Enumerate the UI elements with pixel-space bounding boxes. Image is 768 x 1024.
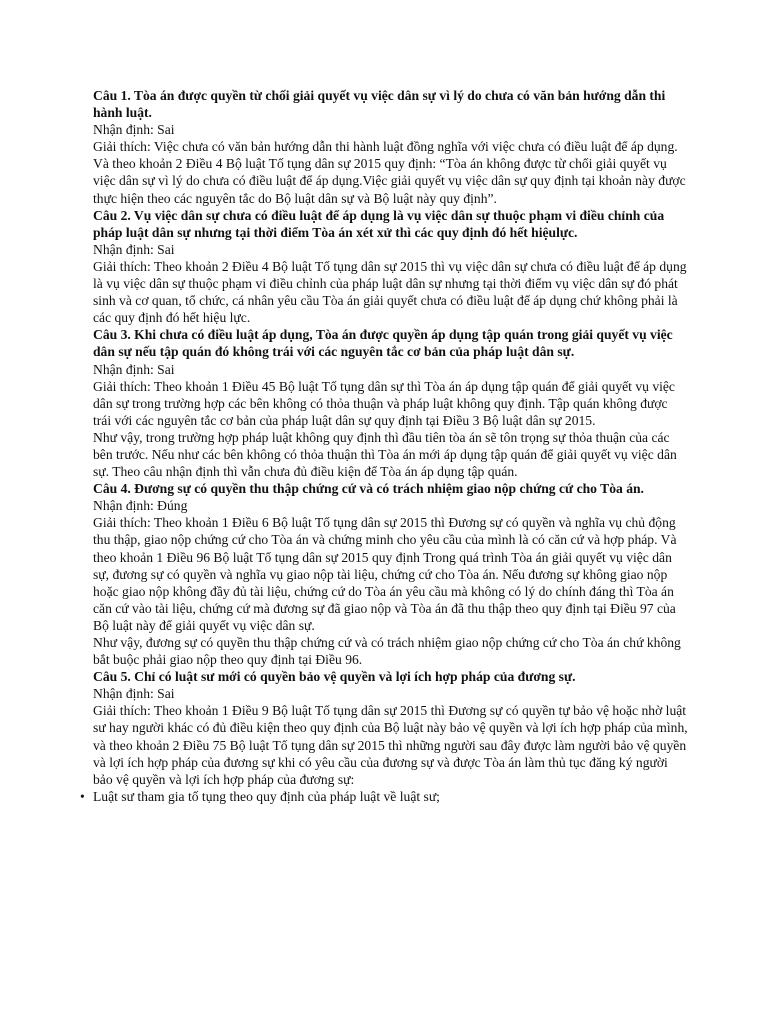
verdict: Nhận định: Sai [93,241,175,257]
question-4 [93,480,688,668]
verdict: Nhận định: Sai [93,122,175,138]
list-item-text: Luật sư tham gia tố tụng theo quy định của pháp luật về luật sư; [93,788,440,804]
verdict: Nhận định: Đúng [93,498,188,514]
question-title: Câu 4. Đương sự có quyền thu thập chứng cứ và có trách nhiệm giao nộp chứng cứ cho Tòa án. [93,481,644,497]
verdict: Nhận định: Sai [93,686,175,702]
question-title: Câu 3. Khi chưa có điều luật áp dụng, Tòa án được quyền áp dụng tập quán trong giải quyết vụ việc dân sự nếu tập quán đó không trái với các nguyên tắc cơ bản của pháp luật dân sự. [93,327,673,360]
question-title: Câu 5. Chỉ có luật sư mới có quyền bảo vệ quyền và lợi ích hợp pháp của đương sự. [93,669,576,685]
bullet-list [80,788,688,805]
explanation-paragraph: Giải thích: Theo khoản 1 Điều 9 Bộ luật Tố tụng dân sự 2015 thì Đương sự có quyền tự bảo vệ hoặc nhờ luật sư hay người khác có đủ điều kiện theo quy định của Bộ luật này bảo vệ quyền và lợi ích hợp pháp của mình, và theo khoản 2 Điều 75 Bộ luật Tố tụng dân sự 2015 thì những người sau đây được làm người bảo vệ quyền và lợi ích hợp pháp của đương sự khi có yêu cầu của đương sự và được Tòa án làm thủ tục đăng ký người bảo vệ quyền và lợi ích hợp pháp của đương sự: [93,703,688,787]
question-5 [80,668,688,805]
bullet-icon: • [80,788,85,804]
list-item [80,788,688,805]
explanation-paragraph: Như vậy, trong trường hợp pháp luật không quy định thì đầu tiên tòa án sẽ tôn trọng sự thỏa thuận của các bên trước. Nếu như các bên không có thỏa thuận thì Tòa án mới áp dụng tập quán để giải quyết vụ việc dân sự. Theo câu nhận định thì vẫn chưa đủ điều kiện để Tòa án áp dụng tập quán. [93,429,677,480]
question-title: Câu 2. Vụ việc dân sự chưa có điều luật để áp dụng là vụ việc dân sự thuộc phạm vi điều chỉnh của pháp luật dân sự nhưng tại thời điểm Tòa án xét xử thì các quy định đó hết hiệulực. [93,207,665,240]
question-1 [93,87,688,207]
question-3 [93,326,688,480]
verdict: Nhận định: Sai [93,361,175,377]
question-2 [93,207,688,327]
explanation-paragraph: Giải thích: Việc chưa có văn bản hướng dẫn thi hành luật đồng nghĩa với việc chưa có điều luật để áp dụng. Và theo khoản 2 Điều 4 Bộ luật Tố tụng dân sự 2015 quy định: “Tòa án không được từ chối giải quyết vụ việc dân sự vì lý do chưa có điều luật để áp dụng.Việc giải quyết vụ việc dân sự quy định tại khoản này được thực hiện theo các nguyên tắc do Bộ luật dân sự và Bộ luật này quy định”. [93,139,686,206]
explanation-paragraph: Giải thích: Theo khoản 2 Điều 4 Bộ luật Tố tụng dân sự 2015 thì vụ việc dân sự chưa có điều luật để áp dụng là vụ việc dân sự thuộc phạm vi điều chỉnh của pháp luật dân sự nhưng tại thời điểm vụ việc dân sự đó phát sinh và cơ quan, tổ chức, cá nhân yêu cầu Tòa án giải quyết chưa có điều luật để áp dụng chứ không phải là các quy định đó hết hiệu lực. [93,258,687,326]
explanation-paragraph: Giải thích: Theo khoản 1 Điều 6 Bộ luật Tố tụng dân sự 2015 thì Đương sự có quyền và nghĩa vụ chủ động thu thập, giao nộp chứng cứ cho Tòa án và chứng minh cho yêu cầu của mình là có căn cứ và hợp pháp. Và theo khoản 1 Điều 96 Bộ luật Tố tụng dân sự 2015 quy định Trong quá trình Tòa án giải quyết vụ việc dân sự, đương sự có quyền và nghĩa vụ giao nộp tài liệu, chứng cứ cho Tòa án. Nếu đương sự không giao nộp hoặc giao nộp không đầy đủ tài liệu, chứng cứ do Tòa án yêu cầu mà không có lý do chính đáng thì Tòa án căn cứ vào tài liệu, chứng cứ mà đương sự đã giao nộp và Tòa án đã thu thập theo quy định tại Điều 97 của Bộ luật này để giải quyết vụ việc dân sự. [93,515,677,633]
question-title: Câu 1. Tòa án được quyền từ chối giải quyết vụ việc dân sự vì lý do chưa có văn bản hướng dẫn thi hành luật. [93,88,666,121]
explanation-paragraph: Giải thích: Theo khoản 1 Điều 45 Bộ luật Tố tụng dân sự thì Tòa án áp dụng tập quán để giải quyết vụ việc dân sự trong trường hợp các bên không có thỏa thuận và pháp luật không quy định. Tập quán không được trái với các nguyên tắc cơ bản của pháp luật dân sự quy định tại Điều 3 Bộ luật dân sự 2015. [93,378,675,428]
explanation-paragraph: Như vậy, đương sự có quyền thu thập chứng cứ và có trách nhiệm giao nộp chứng cứ cho Tòa án chứ không bắt buộc phải giao nộp theo quy định tại Điều 96. [93,635,681,668]
